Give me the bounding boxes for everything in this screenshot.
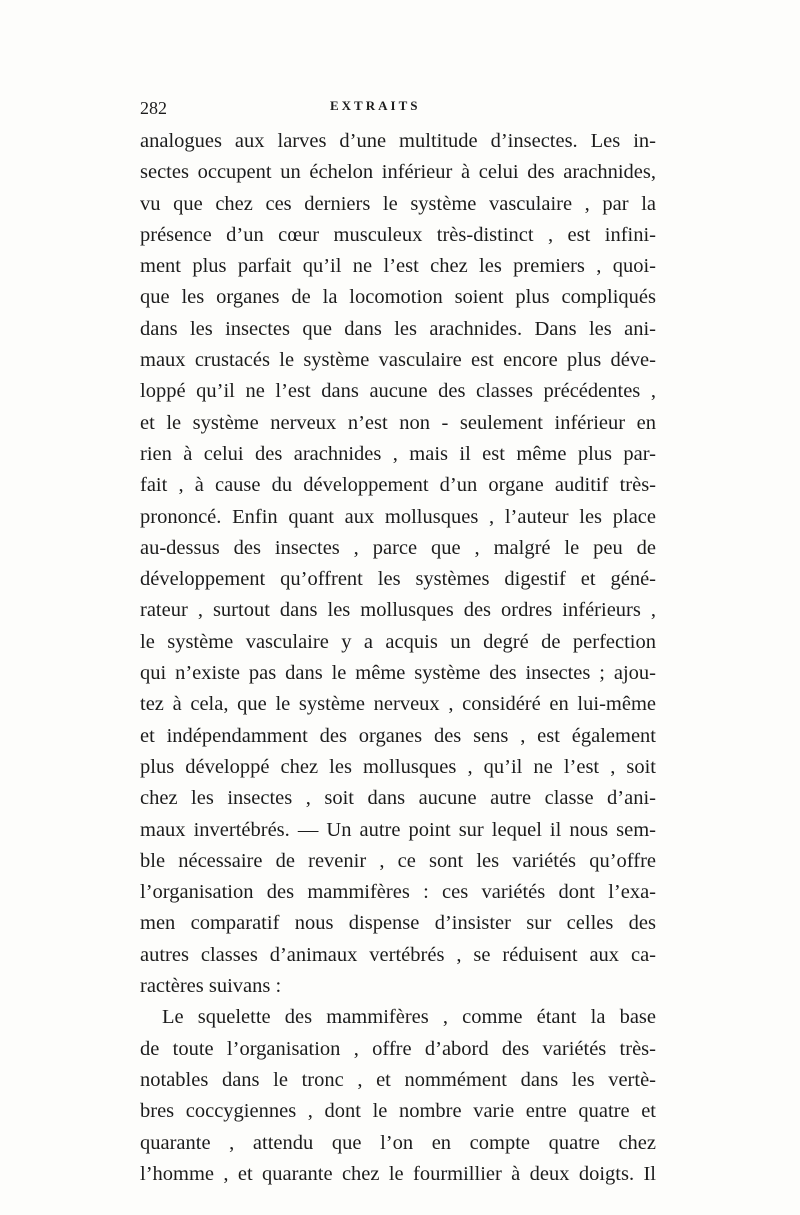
text-line: autres classes d’animaux vertébrés , se réduisent aux ca- xyxy=(140,943,656,966)
text-line: développement qu’offrent les systèmes digestif et géné- xyxy=(140,568,656,591)
text-line: quarante , attendu que l’on en compte quatre chez xyxy=(140,1131,656,1154)
text-line: de toute l’organisation , offre d’abord des variétés très- xyxy=(140,1037,656,1060)
text-line: bres coccygiennes , dont le nombre varie entre quatre et xyxy=(140,1100,656,1123)
text-line: l’homme , et quarante chez le fourmillier à deux doigts. Il xyxy=(140,1162,656,1185)
text-line: men comparatif nous dispense d’insister sur celles des xyxy=(140,912,656,935)
text-line: que les organes de la locomotion soient plus compliqués xyxy=(140,286,656,309)
text-line: au-dessus des insectes , parce que , malgré le peu de xyxy=(140,536,656,559)
running-head: EXTRAITS xyxy=(330,98,421,113)
page-number: 282 xyxy=(140,98,167,118)
text-line-paragraph-start: Le squelette des mammifères , comme étant la base xyxy=(162,1006,656,1029)
text-line: et indépendamment des organes des sens , est également xyxy=(140,724,656,747)
text-line: maux crustacés le système vasculaire est encore plus déve- xyxy=(140,349,656,372)
text-line: ment plus parfait qu’il ne l’est chez les premiers , quoi- xyxy=(140,255,656,278)
text-line: vu que chez ces derniers le système vasculaire , par la xyxy=(140,192,656,215)
text-line: prononcé. Enfin quant aux mollusques , l’auteur les place xyxy=(140,505,656,528)
text-line: tez à cela, que le système nerveux , considéré en lui-même xyxy=(140,693,656,716)
text-line: fait , à cause du développement d’un organe auditif très- xyxy=(140,474,656,497)
text-line: sectes occupent un échelon inférieur à celui des arachnides, xyxy=(140,161,656,184)
body-text xyxy=(140,126,656,1190)
text-line: chez les insectes , soit dans aucune autre classe d’ani- xyxy=(140,787,656,810)
text-line: rateur , surtout dans les mollusques des ordres inférieurs , xyxy=(140,599,656,622)
text-line: maux invertébrés. — Un autre point sur lequel il nous sem- xyxy=(140,818,656,841)
text-line: notables dans le tronc , et nommément dans les vertè- xyxy=(140,1068,656,1091)
text-line: analogues aux larves d’une multitude d’insectes. Les in- xyxy=(140,130,656,152)
text-line: l’organisation des mammifères : ces variétés dont l’exa- xyxy=(140,881,656,904)
text-line: le système vasculaire y a acquis un degré de perfection xyxy=(140,630,656,653)
text-line: ractères suivans : xyxy=(140,975,282,998)
text-line: loppé qu’il ne l’est dans aucune des classes précédentes , xyxy=(140,380,656,403)
text-line: plus développé chez les mollusques , qu’il ne l’est , soit xyxy=(140,755,656,778)
text-line: ble nécessaire de revenir , ce sont les variétés qu’offre xyxy=(140,849,656,872)
text-line: qui n’existe pas dans le même système des insectes ; ajou- xyxy=(140,662,656,685)
text-line: rien à celui des arachnides , mais il est même plus par- xyxy=(140,442,656,465)
text-line: présence d’un cœur musculeux très-distinct , est infini- xyxy=(140,223,656,246)
page-header xyxy=(140,98,660,122)
text-line: dans les insectes que dans les arachnides. Dans les ani- xyxy=(140,317,656,340)
text-line: et le système nerveux n’est non - seulement inférieur en xyxy=(140,411,656,434)
